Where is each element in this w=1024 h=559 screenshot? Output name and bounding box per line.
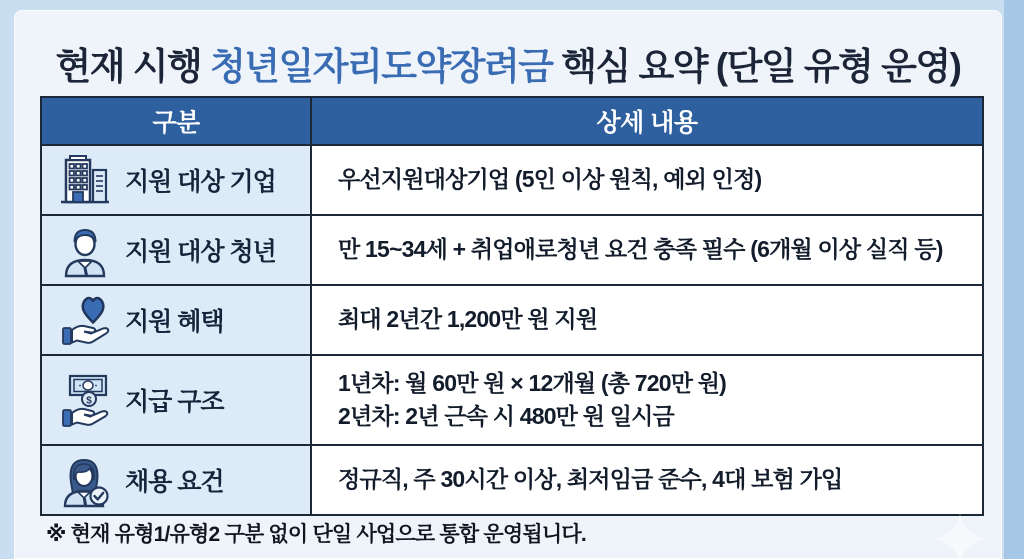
table-header-row [41, 97, 983, 145]
row-content: 만 15~34세 + 취업애로청년 요건 충족 필수 (6개월 이상 실직 등) [338, 236, 943, 263]
row-content: 1년차: 월 60만 원 × 12개월 (총 720만 원) [338, 369, 727, 396]
column-header-category: 구분 [41, 97, 311, 145]
title-prefix: 현재 시행 [55, 46, 211, 87]
heart-in-hand-icon [58, 292, 112, 348]
row-label: 지원 대상 기업 [125, 168, 276, 196]
page-title [14, 36, 1002, 90]
row-content: 정규직, 주 30시간 이상, 최저임금 준수, 4대 보험 가입 [338, 466, 843, 493]
table-row [41, 355, 983, 445]
row-label: 채용 요건 [125, 468, 224, 496]
row-label: 지급 구조 [125, 388, 224, 416]
title-program-name: 청년일자리도약장려금 [210, 46, 553, 87]
column-header-details: 상세 내용 [311, 97, 983, 145]
svg-text:$: $ [86, 395, 92, 407]
sparkle-watermark [932, 511, 988, 559]
summary-table [40, 96, 984, 516]
table-row [41, 145, 983, 215]
summary-card [14, 10, 1002, 559]
row-label: 지원 혜택 [125, 308, 224, 336]
building-icon [58, 152, 112, 208]
title-parenthetical: (단일 유형 운영) [715, 46, 961, 87]
table-row [41, 445, 983, 515]
row-content: 우선지원대상기업 (5인 이상 원칙, 예외 인정) [338, 166, 762, 193]
right-edge-strip [1004, 0, 1024, 559]
row-label: 지원 대상 청년 [125, 238, 276, 266]
table-row [41, 215, 983, 285]
row-content: 최대 2년간 1,200만 원 지원 [338, 306, 598, 333]
footnote: ※ 현재 유형1/유형2 구분 없이 단일 사업으로 통합 운영됩니다. [46, 523, 586, 546]
young-worker-icon [58, 222, 112, 278]
money-in-hand-icon [58, 372, 112, 428]
recruit-check-icon [58, 452, 112, 508]
title-suffix: 핵심 요약 [552, 46, 716, 87]
row-content: 2년차: 2년 근속 시 480만 원 일시금 [338, 403, 674, 429]
table-row [41, 285, 983, 355]
